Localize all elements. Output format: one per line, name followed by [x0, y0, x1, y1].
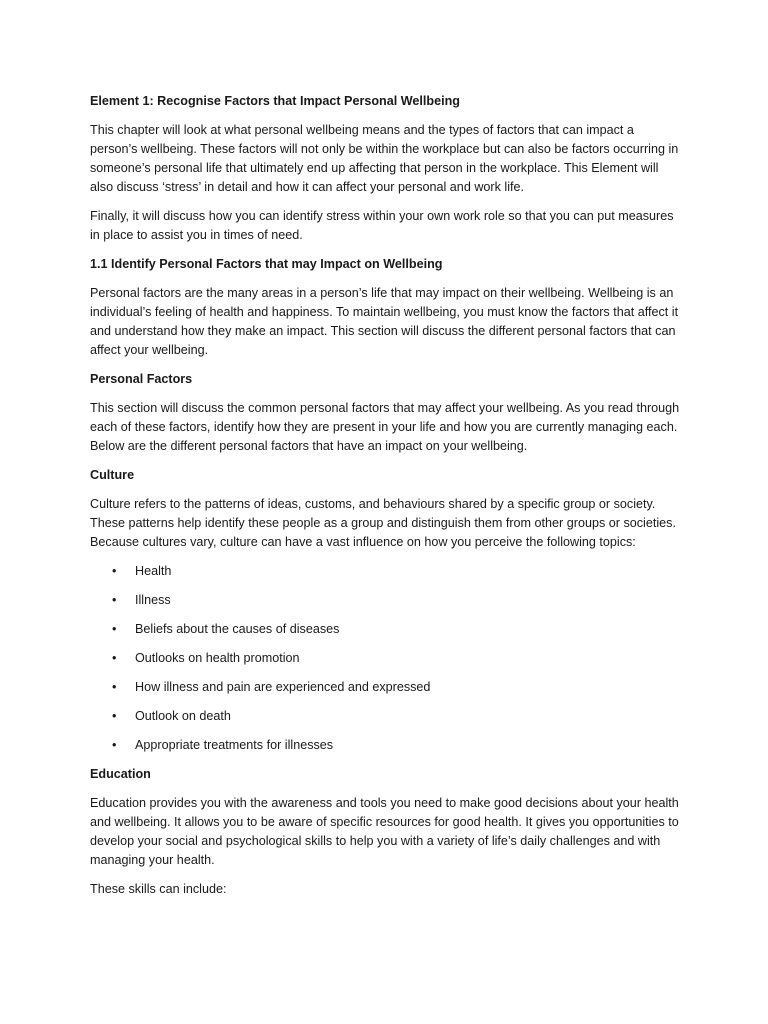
bullet-marker: •: [112, 651, 117, 665]
list-item-text: Appropriate treatments for illnesses: [135, 738, 334, 752]
list-item-text: Outlook on death: [135, 709, 231, 723]
skills-intro-text: These skills can include:: [90, 882, 227, 896]
list-item-text: Illness: [135, 593, 171, 607]
list-item: [90, 736, 680, 755]
list-item: [90, 562, 680, 581]
intro-paragraph-2: Finally, it will discuss how you can identify stress within your own work role so that you can put measures in place to assist you in times of need.: [90, 209, 674, 242]
list-item: [90, 649, 680, 668]
list-item: [90, 591, 680, 610]
list-item: [90, 707, 680, 726]
education-heading: Education: [90, 767, 151, 781]
bullet-marker: •: [112, 593, 117, 607]
list-item-text: Outlooks on health promotion: [135, 651, 300, 665]
bullet-marker: •: [112, 738, 117, 752]
intro-paragraph-1: This chapter will look at what personal wellbeing means and the types of factors that can impact a person’s wellbeing. These factors will not only be within the workplace but can also be factors occurring in someone’s personal life that ultimately end up affecting that person in the workplace. This Element will also discuss ‘stress’ in detail and how it can affect your personal and work life.: [90, 123, 679, 194]
bullet-marker: •: [112, 622, 117, 636]
section-heading: 1.1 Identify Personal Factors that may Impact on Wellbeing: [90, 257, 443, 271]
document-page: [90, 92, 680, 909]
element-heading: Element 1: Recognise Factors that Impact Personal Wellbeing: [90, 94, 460, 108]
culture-paragraph: Culture refers to the patterns of ideas, customs, and behaviours shared by a specific group or society. These patterns help identify these people as a group and distinguish them from other groups or societies. Because cultures vary, culture can have a vast influence on how you perceive the following topics:: [90, 497, 676, 549]
bullet-marker: •: [112, 709, 117, 723]
list-item-text: Beliefs about the causes of diseases: [135, 622, 340, 636]
culture-heading: Culture: [90, 468, 135, 482]
culture-topics-list: [90, 562, 680, 755]
bullet-marker: •: [112, 680, 117, 694]
list-item-text: Health: [135, 564, 172, 578]
personal-factors-heading: Personal Factors: [90, 372, 193, 386]
bullet-marker: •: [112, 564, 117, 578]
section-paragraph: Personal factors are the many areas in a person’s life that may impact on their wellbeing. Wellbeing is an individual’s feeling of health and happiness. To maintain wellbeing, you must know the factors that affect it and understand how they make an impact. This section will discuss the different personal factors that can affect your wellbeing.: [90, 286, 679, 357]
education-paragraph: Education provides you with the awareness and tools you need to make good decisions about your health and wellbeing. It allows you to be aware of specific resources for good health. It gives you opportunities to develop your social and psychological skills to help you with a variety of life’s daily challenges and with managing your health.: [90, 796, 679, 867]
list-item-text: How illness and pain are experienced and expressed: [135, 680, 431, 694]
list-item: [90, 678, 680, 697]
list-item: [90, 620, 680, 639]
personal-factors-paragraph: This section will discuss the common personal factors that may affect your wellbeing. As you read through each of these factors, identify how they are present in your life and how you are currently managing each. Below are the different personal factors that have an impact on your wellbeing.: [90, 401, 680, 453]
